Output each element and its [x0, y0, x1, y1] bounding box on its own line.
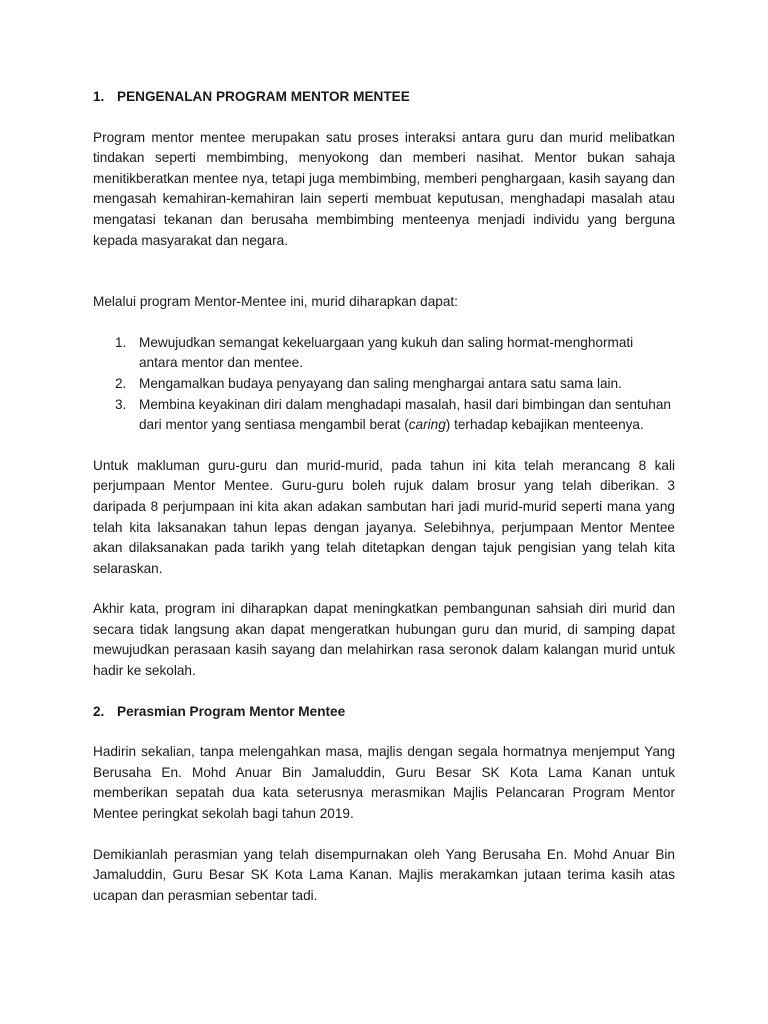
section-1-heading: [93, 87, 675, 108]
list-item-number: 2.: [115, 375, 127, 391]
section-2-title: Perasmian Program Mentor Mentee: [117, 703, 346, 719]
document-page: [93, 87, 675, 906]
section-1-number: 1.: [93, 89, 105, 104]
list-item-text-before: Membina keyakinan diri dalam menghadapi masalah, hasil dari bimbingan dan sentuhan dari mentor yang sentiasa mengambil berat (: [139, 396, 671, 433]
list-item: [93, 395, 675, 436]
section-2-number: 2.: [93, 703, 105, 719]
list-item: [93, 374, 675, 395]
section-1-list-intro: Melalui program Mentor-Mentee ini, murid diharapkan dapat:: [93, 294, 458, 310]
list-item-text-italic: caring: [408, 417, 446, 433]
list-item-number: 3.: [115, 396, 127, 412]
section-1-title: PENGENALAN PROGRAM MENTOR MENTEE: [117, 89, 410, 104]
section-2-paragraph-2: Demikianlah perasmian yang telah disempurnakan oleh Yang Berusaha En. Mohd Anuar Bin Jamaluddin, Guru Besar SK Kota Lama Kanan. Majlis merakamkan jutaan terima kasih atas ucapan dan perasmian sebentar tadi.: [93, 846, 675, 903]
list-item-text: Mewujudkan semangat kekeluargaan yang kukuh dan saling hormat-menghormati antara mentor dan mentee.: [139, 334, 634, 371]
list-item-text-after: ) terhadap kebajikan menteenya.: [445, 417, 644, 433]
section-1-paragraph-3: Akhir kata, program ini diharapkan dapat meningkatkan pembangunan sahsiah diri murid dan secara tidak langsung akan dapat mengeratkan hubungan guru dan murid, di samping dapat mewujudkan perasaan kasih sayang dan melahirkan rasa seronok dalam kalangan murid untuk hadir ke sekolah.: [93, 601, 675, 679]
list-item-text: Mengamalkan budaya penyayang dan saling menghargai antara satu sama lain.: [139, 375, 622, 391]
section-1-paragraph-1: Program mentor mentee merupakan satu proses interaksi antara guru dan murid melibatkan tindakan seperti membimbing, menyokong dan memberi nasihat. Mentor bukan sahaja menitikberatkan mentee nya, tetapi juga membimbing, memberi penghargaan, kasih sayang dan mengasah kemahiran-kemahiran lain seperti membuat keputusan, menghadapi masalah atau mengatasi tekanan dan berusaha membimbing menteenya menjadi individu yang berguna kepada masyarakat dan negara.: [93, 129, 675, 248]
list-item: [93, 333, 675, 374]
list-item-number: 1.: [115, 334, 127, 350]
list-item-text: [139, 395, 675, 436]
section-2-paragraph-1: Hadirin sekalian, tanpa melengahkan masa, majlis dengan segala hormatnya menjemput Yang Berusaha En. Mohd Anuar Bin Jamaluddin, Guru Besar SK Kota Lama Kanan untuk memberikan sepatah dua kata seterusnya merasmikan Majlis Pelancaran Program Mentor Mentee peringkat sekolah bagi tahun 2019.: [93, 744, 675, 822]
objectives-list: [93, 333, 675, 436]
section-2-heading: [93, 702, 675, 723]
section-1-paragraph-2: Untuk makluman guru-guru dan murid-murid, pada tahun ini kita telah merancang 8 kali perjumpaan Mentor Mentee. Guru-guru boleh rujuk dalam brosur yang telah diberikan. 3 daripada 8 perjumpaan ini kita akan adakan sambutan hari jadi murid-murid seperti mana yang telah kita laksanakan tahun lepas dengan jayanya. Selebihnya, perjumpaan Mentor Mentee akan dilaksanakan pada tarikh yang telah ditetapkan dengan tajuk pengisian yang telah kita selaraskan.: [93, 457, 675, 576]
